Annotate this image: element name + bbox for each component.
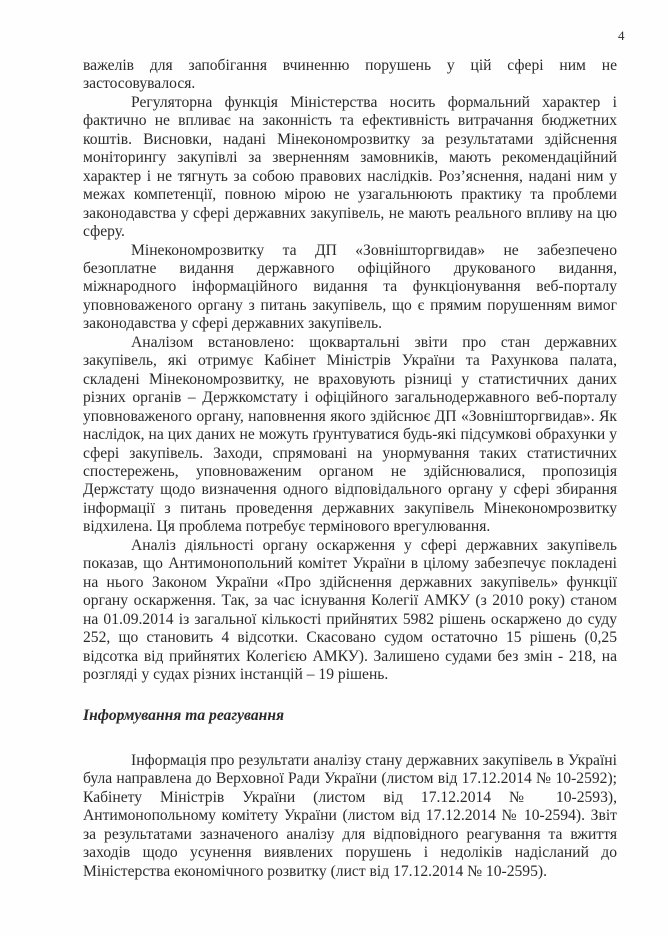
section-heading: Інформування та реагування xyxy=(83,707,285,725)
paragraph-regulatory-function: Регуляторна функція Міністерства носить формальний характер і фактично не впливає на законність та ефективність витрачання бюджетних коштів. Висновки, надані Мінекономрозвитку за результатами здійснення моніторингу закупівлі за зверненням замовників, мають рекомендаційний характер і не тягнуть за собою правових наслідків. Роз’яснення, надані ним у межах компетенції, повною мірою не узагальнюють практику та проблеми законодавства у сфері державних закупівель, не мають реального впливу на цю сферу. xyxy=(83,93,617,241)
page-number: 4 xyxy=(618,28,625,43)
paragraph-appeals-analysis: Аналіз діяльності органу оскарження у сфері державних закупівель показав, що Антимонопольний комітет України в цілому забезпечує покладені на нього Законом України «Про здійснення державних закупівель» функції органу оскарження. Так, за час існування Колегії АМКУ (з 2010 року) станом на 01.09.2014 із загальної кількості прийнятих 5982 рішень оскаржено до суду 252, що становить 4 відсотки. Скасовано судом остаточно 15 рішень (0,25 відсотка від прийнятих Колегією АМКУ). Залишено судами без змін - 218, на розгляді у судах різних інстанцій – 19 рішень. xyxy=(83,536,617,683)
paragraph-continuation: важелів для запобігання вчиненню порушень у цій сфері ним не застосовувалося. xyxy=(83,57,617,93)
document-body xyxy=(83,57,617,881)
paragraph-information-sent: Інформація про результати аналізу стану державних закупівель в Україні була направлена до Верховної Ради України (листом від 17.12.2014 № 10-2592); Кабінету Міністрів України (листом від 17.12.2014 № 10-2593), Антимонопольному комітету України (листом від 17.12.2014 № 10-2594). Звіт за результатами зазначеного аналізу для відповідного реагування та вжиття заходів щодо усунення виявлених порушень і недоліків надісланий до Міністерства економічного розвитку (лист від 17.12.2014 № 10-2595). xyxy=(83,751,617,880)
paragraph-quarterly-reports: Аналізом встановлено: щоквартальні звіти про стан державних закупівель, які отримує Кабінет Міністрів України та Рахункова палата, складені Мінекономрозвитку, не враховують різниці у статистичних даних різних органів – Держкомстату і офіційного загальнодержавного веб-порталу уповноваженого органу, наповнення якого здійснює ДП «Зовнішторгвидав». Як наслідок, на цих даних не можуть ґрунтуватися будь-які підсумкові обрахунки у сфері закупівель. Заходи, спрямовані на унормування таких статистичних спостережень, уповноваженим органом не здійснювалися, пропозиція Держстату щодо визначення одного відповідального органу у сфері збирання інформації з питань проведення державних закупівель Мінекономрозвитку відхилена. Ця проблема потребує термінового врегулювання. xyxy=(83,333,617,536)
paragraph-publication: Мінекономрозвитку та ДП «Зовнішторгвидав» не забезпечено безоплатне видання державного офіційного друкованого видання, міжнародного інформаційного видання та функціонування веб-порталу уповноваженого органу з питань закупівель, що є прямим порушенням вимог законодавства у сфері державних закупівель. xyxy=(83,241,617,333)
